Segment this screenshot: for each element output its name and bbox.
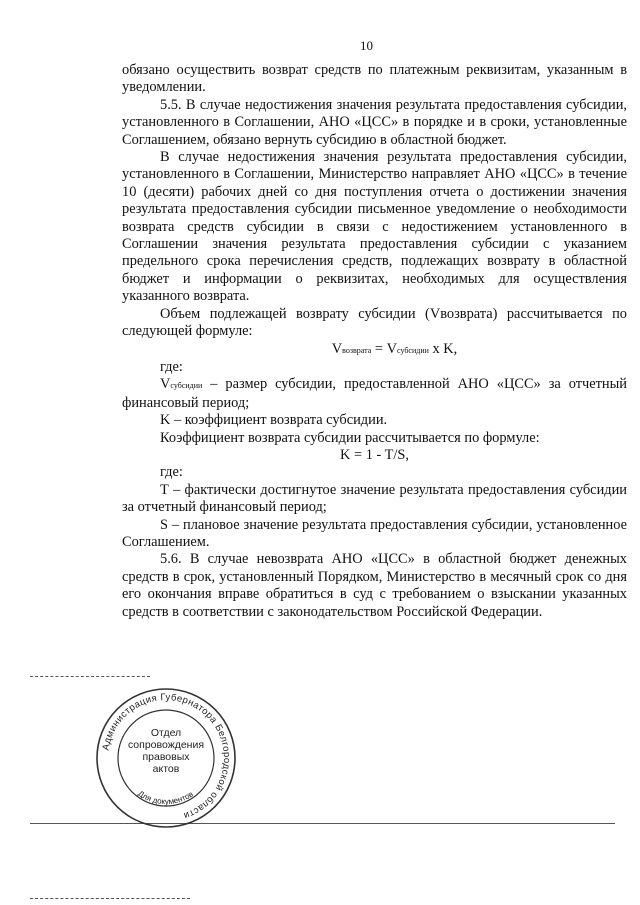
definition-t: Т – фактически достигнутое значение результата предоставления субсидии за отчетный финансовый период;	[122, 481, 627, 516]
definition-v-subsidy: Vсубсидии – размер субсидии, предоставленной АНО «ЦСС» за отчетный финансовый период;	[122, 376, 627, 411]
stamp-line: правовых	[142, 751, 190, 763]
coefficient-intro: Коэффициент возврата субсидии рассчитывается по формуле:	[160, 429, 540, 446]
formula-return-volume: Vвозврата = Vсубсидии x K,	[331, 340, 458, 357]
where-label-2: где:	[160, 464, 183, 481]
stamp-lower-text: Для документов	[136, 788, 195, 807]
stamp-line: актов	[152, 763, 180, 775]
paragraph-formula-intro: Объем подлежащей возврату субсидии (Vвозврата) рассчитывается по следующей формуле:	[122, 305, 627, 340]
page-number: 10	[360, 38, 373, 53]
paragraph-notification: В случае недостижения значения результата предоставления субсидии, установленного в Соглашении, Министерство направляет АНО «ЦСС» в течение 10 (десяти) рабочих дней со дня поступления отчета о достижении значения результата предоставления субсидии письменное уведомление о необходимости возврата средств субсидии в связи с недостижением установленного в Соглашении значения результата предоставления субсидии с указанием предельного срока перечисления средств, подлежащих возврату в областной бюджет и информации о реквизитах, необходимых для осуществления указанного возврата.	[122, 149, 627, 305]
stamp-center-text	[123, 727, 209, 775]
document-body	[122, 62, 627, 621]
formula-coefficient: K = 1 - T/S,	[339, 446, 410, 463]
stamp-line: сопровождения	[127, 739, 205, 751]
svg-text:Для документов	[136, 789, 194, 806]
definition-k: K – коэффициент возврата субсидии.	[160, 412, 388, 429]
stamp-line: Отдел	[150, 727, 182, 739]
scan-artifact-line	[30, 676, 150, 677]
scan-artifact-line	[30, 898, 190, 899]
paragraph-continuation: обязано осуществить возврат средств по платежным реквизитам, указанным в уведомлении.	[122, 62, 627, 96]
where-label: где:	[160, 358, 183, 375]
office-stamp	[95, 687, 237, 829]
paragraph-5-5: 5.5. В случае недостижения значения результата предоставления субсидии, установленного в Соглашении, АНО «ЦСС» в порядке и в сроки, установленные Соглашением, обязано вернуть субсидию в областной бюджет.	[122, 96, 627, 148]
definition-s: S – плановое значение результата предоставления субсидии, установленное Соглашением.	[122, 516, 627, 550]
paragraph-5-6: 5.6. В случае невозврата АНО «ЦСС» в областной бюджет денежных средств в срок, установленный Порядком, Министерство в месячный срок со дня его окончания вправе обратиться в суд с требованием о взыскании указанных средств в соответствии с законодательством Российской Федерации.	[122, 551, 627, 620]
stamp-ring-text: Администрация Губернатора Белгородской области	[100, 691, 233, 822]
